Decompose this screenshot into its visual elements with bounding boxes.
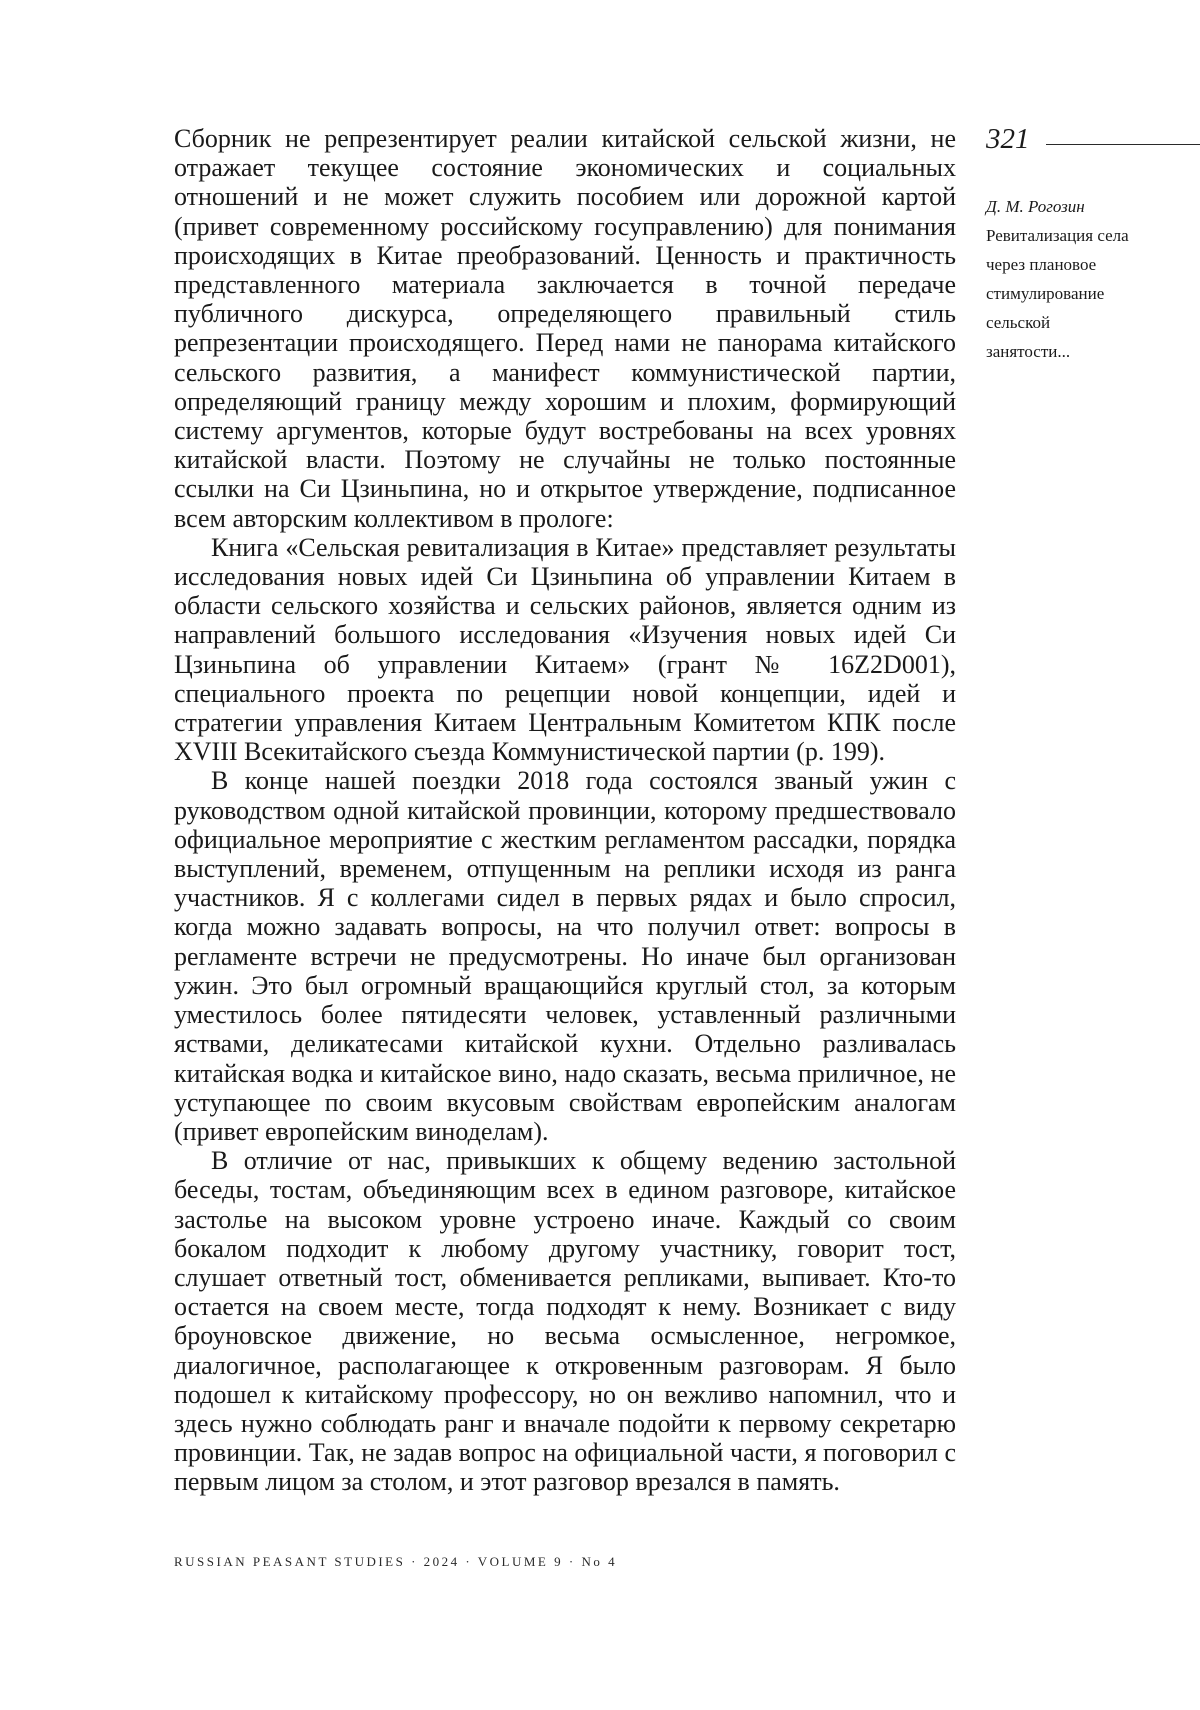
paragraph: В конце нашей поездки 2018 года состоялся званый ужин с руководством одной китайской провинции, которому предшествовало официальное мероприятие с жестким регламентом рассадки, порядка выступлений, временем, отпущенным на реплики исходя из ранга участников. Я с коллегами сидел в первых рядах и было спросил, когда можно задавать вопросы, на что получил ответ: вопросы в регламенте встречи не предусмотрены. Но иначе был организован ужин. Это был огромный вращающийся круглый стол, за которым уместилось более пятидесяти человек, уставленный различными яствами, деликатесами китайской кухни. Отдельно разливалась китайская водка и китайское вино, надо сказать, весьма приличное, не уступающее по своим вкусовым свойствам европейским аналогам (привет европейским виноделам). [174, 766, 956, 1146]
article-body [174, 124, 956, 1497]
header-rule [1046, 144, 1200, 145]
quotation-paragraph: Книга «Сельская ревитализация в Китае» представляет результаты исследования новых идей Си Цзиньпина об управлении Китаем в области сельского хозяйства и сельских районов, является одним из направлений большого исследования «Изучения новых идей Си Цзиньпина об управлении Китаем» (грант № 16Z2D001), специального проекта по рецепции новой концепции, идей и стратегии управления Китаем Центральным Комитетом КПК после XVIII Всекитайского съезда Коммунистической партии (p. 199). [174, 532, 956, 767]
paragraph: Сборник не репрезентирует реалии китайской сельской жизни, не отражает текущее состояние экономических и социальных отношений и не может служить пособием или дорожной картой (привет современному российскому госуправлению) для понимания происходящих в Китае преобразований. Ценность и практичность представленного материала заключается в точной передаче публичного дискурса, определяющего правильный стиль репрезентации происходящего. Перед нами не панорама китайского сельского развития, а манифест коммунистической партии, определяющий границу между хорошим и плохим, формирующий систему аргументов, которые будут востребованы на всех уровнях китайской власти. Поэтому не случайны не только постоянные ссылки на Си Цзиньпина, но и открытое утверждение, подписанное всем авторским коллективом в прологе: [174, 124, 956, 533]
running-head-title: Ревитализация села через плановое стимулирование сельской занятости... [986, 226, 1129, 361]
journal-footer: RUSSIAN PEASANT STUDIES · 2024 · VOLUME 9 · No 4 [174, 1554, 618, 1569]
running-head-author: Д. М. Рогозин [986, 197, 1085, 216]
paragraph: В отличие от нас, привыкших к общему ведению застольной беседы, тостам, объединяющим всех в едином разговоре, китайское застолье на высоком уровне устроено иначе. Каждый со своим бокалом подходит к любому другому участнику, говорит тост, слушает ответный тост, обменивается репликами, выпивает. Кто-то остается на своем месте, тогда подходят к нему. Возникает с виду броуновское движение, но весьма осмысленное, негромкое, диалогичное, располагающее к откровенным разговорам. Я было подошел к китайскому профессору, но он вежливо напомнил, что и здесь нужно соблюдать ранг и вначале подойти к первому секретарю провинции. Так, не задав вопрос на официальной части, я поговорил с первым лицом за столом, и этот разговор врезался в память. [174, 1146, 956, 1497]
page-number: 321 [986, 123, 1030, 155]
running-head [986, 192, 1136, 366]
